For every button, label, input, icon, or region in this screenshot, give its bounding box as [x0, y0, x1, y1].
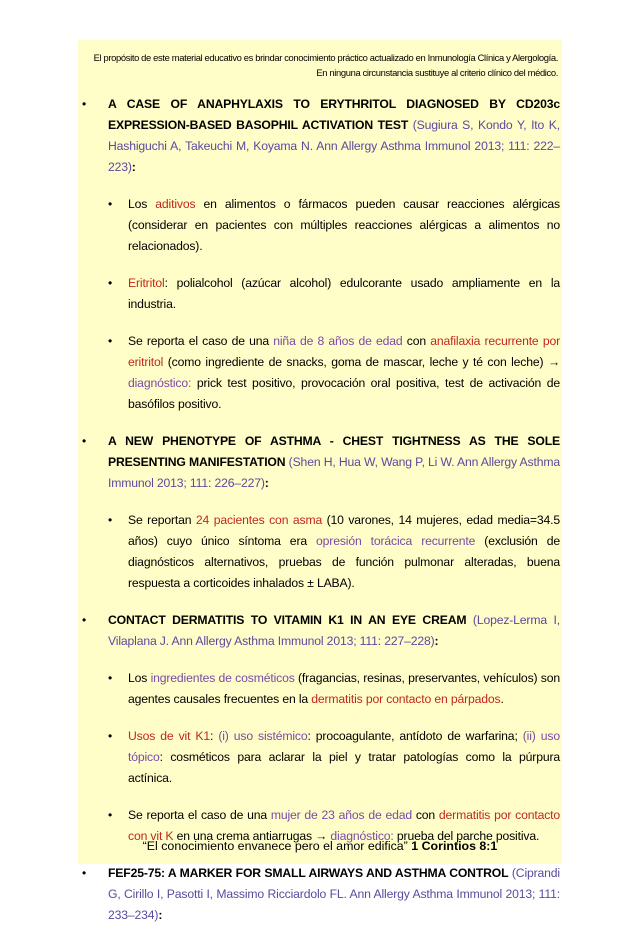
bullet-icon: •	[82, 434, 87, 448]
footer-quote	[80, 838, 560, 854]
bullet-icon: •	[108, 671, 113, 685]
article-4	[80, 863, 560, 926]
article-citation: (Shen H, Hua W, Wang P, Li W. Ann Allergy Asthma Immunol 2013; 111: 226–227)	[108, 455, 560, 490]
highlight-purple: niña de 8 años de edad	[273, 334, 403, 348]
highlight-purple: opresión torácica recurrente	[316, 534, 476, 548]
text: Se reporta el caso de una	[128, 808, 271, 822]
article-citation: (Sugiura S, Kondo Y, Ito K, Hashiguchi A, Takeuchi M, Koyama N. Ann Allergy Asthma Immunol 2013; 111: 222–223)	[108, 118, 560, 174]
article-title: A NEW PHENOTYPE OF ASTHMA - CHEST TIGHTNESS AS THE SOLE PRESENTING MANIFESTATION	[108, 434, 560, 469]
text: (fragancias, resinas, preservantes, vehículos) son agentes causales frecuentes en la	[128, 671, 560, 706]
highlight: aditivos	[155, 197, 196, 211]
text: con	[411, 808, 439, 822]
article-title: A CASE OF ANAPHYLAXIS TO ERYTHRITOL DIAGNOSED BY CD203c EXPRESSION-BASED BASOPHIL ACTIVATION TEST	[108, 97, 560, 132]
text: (exclusión de diagnósticos alternativos, pruebas de función pulmonar alteradas, buena respuesta a corticoides inhalados ± LABA).	[128, 534, 560, 590]
colon: :	[158, 908, 163, 922]
highlight: dermatitis por contacto en párpados	[311, 692, 501, 706]
bullet-icon: •	[82, 97, 87, 111]
article-title: CONTACT DERMATITIS TO VITAMIN K1 IN AN EYE CREAM	[108, 613, 467, 627]
bullet-icon: •	[82, 866, 87, 880]
bullet-icon: •	[108, 334, 113, 348]
text: : procoagulante, antídoto de warfarina;	[307, 729, 523, 743]
disclaimer-line-1: El propósito de este material educativo es brindar conocimiento práctico actualizado en Inmunología Clínica y Alergología.	[93, 52, 558, 63]
highlight-purple: (ii) uso tópico	[128, 729, 560, 764]
disclaimer	[80, 50, 558, 80]
article-citation: (Lopez-Lerma I, Vilaplana J. Ann Allergy Asthma Immunol 2013; 111: 227–228)	[108, 613, 560, 648]
text: : cosméticos para aclarar la piel y tratar patologías como la púrpura actínica.	[128, 750, 560, 785]
text: con	[402, 334, 431, 348]
colon: :	[131, 160, 136, 174]
text: Se reporta el caso de una	[128, 334, 274, 348]
quote-text: “El conocimiento envanece pero el amor edifica”	[142, 839, 408, 853]
text: :	[210, 729, 219, 743]
text: prueba del parche positiva.	[393, 829, 540, 843]
highlight: Eritritol	[128, 276, 165, 290]
article-list	[80, 94, 560, 942]
article-2	[80, 431, 560, 494]
bullet-icon: •	[108, 197, 113, 211]
bullet-icon: •	[108, 729, 113, 743]
text: Se reportan	[128, 513, 196, 527]
text: en alimentos o fármacos pueden causar reacciones alérgicas (considerar en pacientes con múltiples reacciones alérgicas a alimentos no relacionados).	[128, 197, 560, 253]
text: (como ingrediente de snacks, goma de mascar, leche y té con leche) →	[163, 355, 560, 369]
bullet-icon: •	[108, 276, 113, 290]
disclaimer-line-2: En ninguna circunstancia sustituye al criterio clínico del médico.	[316, 67, 558, 78]
article-3	[80, 610, 560, 652]
article-3-point-2	[80, 726, 560, 789]
bullet-icon: •	[108, 513, 113, 527]
text: Los	[128, 197, 156, 211]
bullet-icon: •	[82, 613, 87, 627]
text: .	[500, 692, 504, 706]
highlight-purple: ingredientes de cosméticos	[150, 671, 295, 685]
article-3-point-1	[80, 668, 560, 710]
highlight: Usos de vit K1	[128, 729, 210, 743]
text: Los	[128, 671, 151, 685]
highlight-purple: diagnóstico:	[330, 829, 394, 843]
text: (10 varones, 14 mujeres, edad media=34.5 años) cuyo único síntoma era	[128, 513, 560, 548]
bullet-icon: •	[108, 808, 113, 822]
highlight: anafilaxia recurrente por eritritol	[128, 334, 560, 369]
article-title: FEF25-75: A MARKER FOR SMALL AIRWAYS AND ASTHMA CONTROL	[108, 866, 509, 880]
article-1-point-2	[80, 273, 560, 315]
text: en una crema antiarrugas →	[173, 829, 331, 843]
highlight-purple: mujer de 23 años de edad	[270, 808, 412, 822]
article-1-point-1	[80, 194, 560, 257]
colon: :	[264, 476, 269, 490]
text: : polialcohol (azúcar alcohol) edulcorante usado ampliamente en la industria.	[128, 276, 560, 311]
highlight: dermatitis por contacto con vit K	[128, 808, 561, 843]
article-2-point-1	[80, 510, 560, 594]
highlight-purple: (i) uso sistémico	[218, 729, 308, 743]
highlight: 24 pacientes con asma	[195, 513, 323, 527]
article-1	[80, 94, 560, 178]
text: prick test positivo, provocación oral positiva, test de activación de basófilos positivo.	[128, 376, 560, 411]
article-citation: (Ciprandi G, Cirillo I, Pasotti I, Massimo Ricciardolo FL. Ann Allergy Asthma Immunol 2013; 111: 233–234)	[108, 866, 560, 922]
colon: :	[434, 634, 439, 648]
highlight-purple: diagnóstico:	[128, 376, 192, 390]
quote-reference: 1 Corintios 8:1	[411, 839, 498, 853]
article-1-point-3	[80, 331, 560, 415]
